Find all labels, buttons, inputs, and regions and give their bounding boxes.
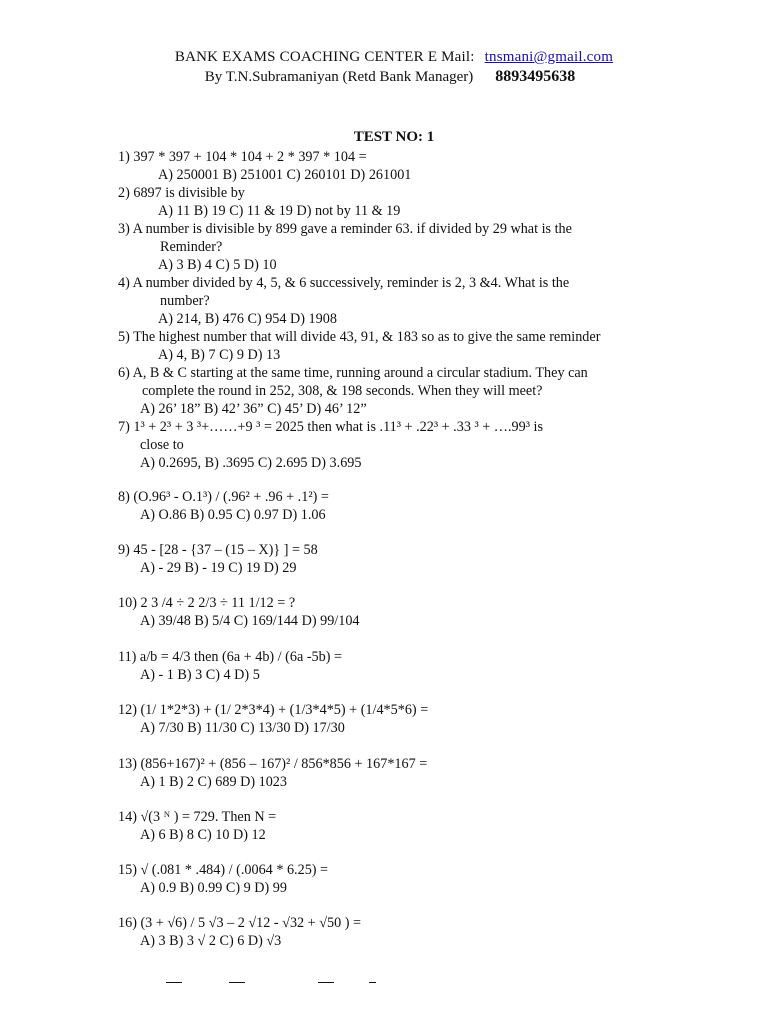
overline-mark: [369, 982, 376, 983]
question-line: 13) (856+167)² + (856 – 167)² / 856*856 + 167*167 =: [118, 756, 428, 772]
options-line: A) O.86 B) 0.95 C) 0.97 D) 1.06: [140, 507, 326, 523]
test-title: TEST NO: 1: [353, 129, 435, 145]
options-line: A) 11 B) 19 C) 11 & 19 D) not by 11 & 19: [158, 203, 401, 219]
overline-mark: [318, 982, 334, 983]
question-line: 1) 397 * 397 + 104 * 104 + 2 * 397 * 104 =: [118, 149, 367, 165]
question-line: 11) a/b = 4/3 then (6a + 4b) / (6a -5b) =: [118, 649, 343, 665]
question-line: 15) √ (.081 * .484) / (.0064 * 6.25) =: [118, 862, 329, 878]
overline-marks: [0, 972, 768, 992]
options-line: A) 3 B) 4 C) 5 D) 10: [158, 257, 277, 273]
options-line: A) 0.2695, B) .3695 C) 2.695 D) 3.695: [140, 455, 362, 471]
options-line: A) 250001 B) 251001 C) 260101 D) 261001: [158, 167, 412, 183]
options-line: A) 1 B) 2 C) 689 D) 1023: [140, 774, 287, 790]
question-line: 16) (3 + √6) / 5 √3 – 2 √12 - √32 + √50 ) =: [118, 915, 362, 931]
question-line-cont: Reminder?: [160, 239, 223, 255]
question-line: 5) The highest number that will divide 43, 91, & 183 so as to give the same reminder: [118, 329, 601, 345]
question-line-cont: number?: [160, 293, 210, 309]
options-line: A) 6 B) 8 C) 10 D) 12: [140, 827, 266, 843]
question-line: 10) 2 3 /4 ÷ 2 2/3 ÷ 11 1/12 = ?: [118, 595, 296, 611]
header-phone: 8893495638: [495, 68, 576, 85]
header-center-name: BANK EXAMS COACHING CENTER E Mail:: [174, 49, 475, 65]
page-header: [0, 47, 768, 87]
question-line: 3) A number is divisible by 899 gave a reminder 63. if divided by 29 what is the: [118, 221, 572, 237]
overline-mark: [229, 982, 245, 983]
options-line: A) - 1 B) 3 C) 4 D) 5: [140, 667, 260, 683]
question-line: 4) A number divided by 4, 5, & 6 successively, reminder is 2, 3 &4. What is the: [118, 275, 570, 291]
question-line: 8) (O.96³ - O.1³) / (.96² + .96 + .1²) =: [118, 489, 329, 505]
email-link[interactable]: tnsmani@gmail.com: [484, 49, 614, 65]
header-line-2: [0, 67, 768, 87]
options-line: A) 26’ 18” B) 42’ 36” C) 45’ D) 46’ 12”: [140, 401, 367, 417]
options-line: A) 0.9 B) 0.99 C) 9 D) 99: [140, 880, 287, 896]
header-line-1: [0, 47, 768, 67]
question-line: 9) 45 - [28 - {37 – (15 – X)} ] = 58: [118, 542, 318, 558]
question-line-cont: close to: [140, 437, 184, 453]
overline-mark: [166, 982, 182, 983]
options-line: A) 214, B) 476 C) 954 D) 1908: [158, 311, 337, 327]
question-line: 12) (1/ 1*2*3) + (1/ 2*3*4) + (1/3*4*5) + (1/4*5*6) =: [118, 702, 429, 718]
options-line: A) 4, B) 7 C) 9 D) 13: [158, 347, 281, 363]
question-line: 14) √(3 ᴺ ) = 729. Then N =: [118, 809, 277, 825]
options-line: A) 7/30 B) 11/30 C) 13/30 D) 17/30: [140, 720, 345, 736]
question-line: 7) 1³ + 2³ + 3 ³+……+9 ³ = 2025 then what is .11³ + .22³ + .33 ³ + ….99³ is: [118, 419, 543, 435]
options-line: A) 3 B) 3 √ 2 C) 6 D) √3: [140, 933, 282, 949]
question-line: 2) 6897 is divisible by: [118, 185, 245, 201]
header-author: By T.N.Subramaniyan (Retd Bank Manager): [204, 69, 474, 85]
question-line: 6) A, B & C starting at the same time, running around a circular stadium. They can: [118, 365, 588, 381]
options-line: A) - 29 B) - 19 C) 19 D) 29: [140, 560, 297, 576]
options-line: A) 39/48 B) 5/4 C) 169/144 D) 99/104: [140, 613, 360, 629]
question-line-cont: complete the round in 252, 308, & 198 seconds. When they will meet?: [142, 383, 543, 399]
